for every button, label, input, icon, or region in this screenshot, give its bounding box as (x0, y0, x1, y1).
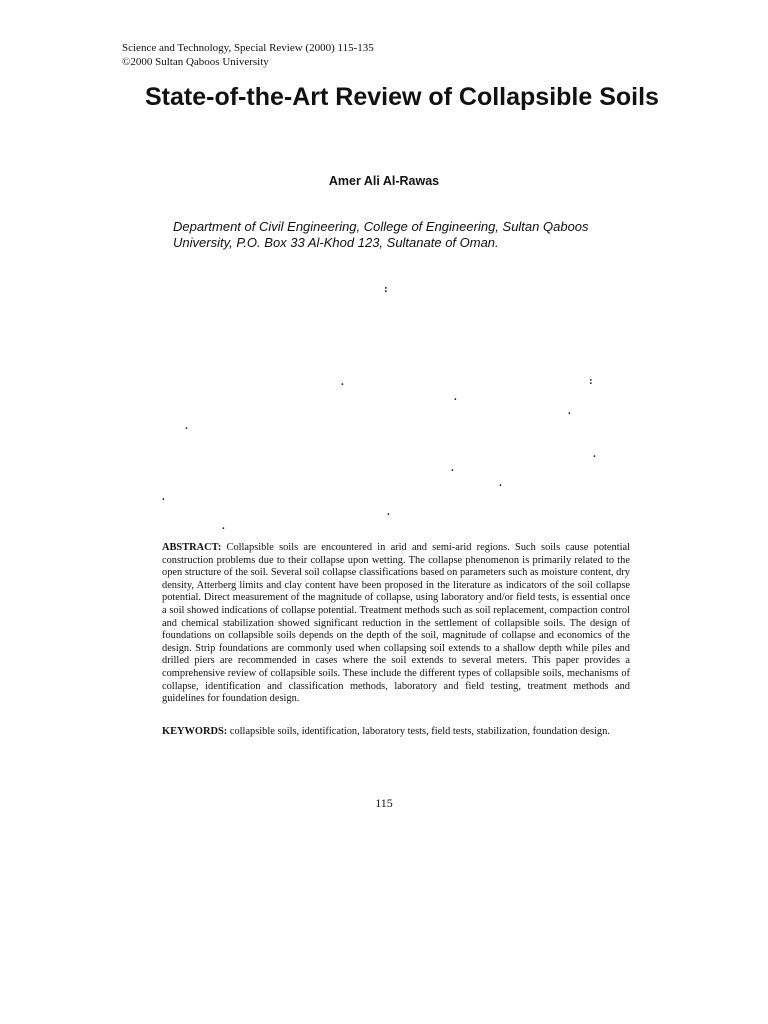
author-name: Amer Ali Al-Rawas (328, 174, 440, 188)
page-number: 115 (375, 796, 393, 810)
abstract-text: Collapsible soils are encountered in arid and semi-arid regions. Such soils cause potential construction problems due to their collapse upon wetting. The collapse phenomenon is primarily related to the open structure of the soil. Several soil collapse classifications based on parameters such as moisture content, dry density, Atterberg limits and clay content have been proposed in the literature as indicators of the soil collapse potential. Direct measurement of the magnitude of collapse, using laboratory and/or field tests, is essential once a soil showed indications of collapse potential. Treatment methods such as soil replacement, compaction control and chemical stabilization showed significant reduction in the settlement of collapsible soils. The design of foundations on collapsible soils depends on the depth of the soil, magnitude of collapse and economics of the design. Strip foundations are commonly used when collapsing soil extends to a shallow depth while piles and drilled piers are recommended in cases where the soil extends to several meters. This paper provides a comprehensive review of collapsible soils. These include the different types of collapsible soils, mechanisms of collapse, identification and classification methods, laboratory and field testing, treatment methods and guidelines for foundation design. (162, 542, 630, 705)
stray-period-mark: . (499, 477, 502, 489)
stray-period-mark: . (454, 391, 457, 403)
stray-period-mark: . (568, 405, 571, 417)
stray-colon-mark: : (384, 283, 388, 295)
keywords-label: KEYWORDS: (162, 726, 228, 737)
stray-period-mark: . (387, 506, 390, 518)
paper-title: State-of-the-Art Review of Collapsible Soils (145, 83, 659, 111)
abstract-label: ABSTRACT: (162, 542, 222, 553)
stray-period-mark: . (451, 462, 454, 474)
keywords-text: collapsible soils, identification, laboratory tests, field tests, stabilization, foundation design. (229, 726, 610, 737)
keywords-paragraph (162, 726, 630, 739)
stray-period-mark: . (222, 520, 225, 532)
stray-period-mark: . (162, 491, 165, 503)
stray-period-mark: . (341, 376, 344, 388)
author-affiliation: Department of Civil Engineering, College of Engineering, Sultan Qaboos University, P.O. Box 33 Al-Khod 123, Sultanate of Oman. (173, 219, 589, 250)
stray-period-mark: . (593, 448, 596, 460)
journal-citation: Science and Technology, Special Review (2000) 115-135 (122, 42, 374, 54)
abstract-paragraph (162, 542, 630, 706)
copyright-line: ©2000 Sultan Qaboos University (122, 56, 269, 68)
stray-colon-mark: : (589, 375, 593, 387)
stray-period-mark: . (185, 420, 188, 432)
